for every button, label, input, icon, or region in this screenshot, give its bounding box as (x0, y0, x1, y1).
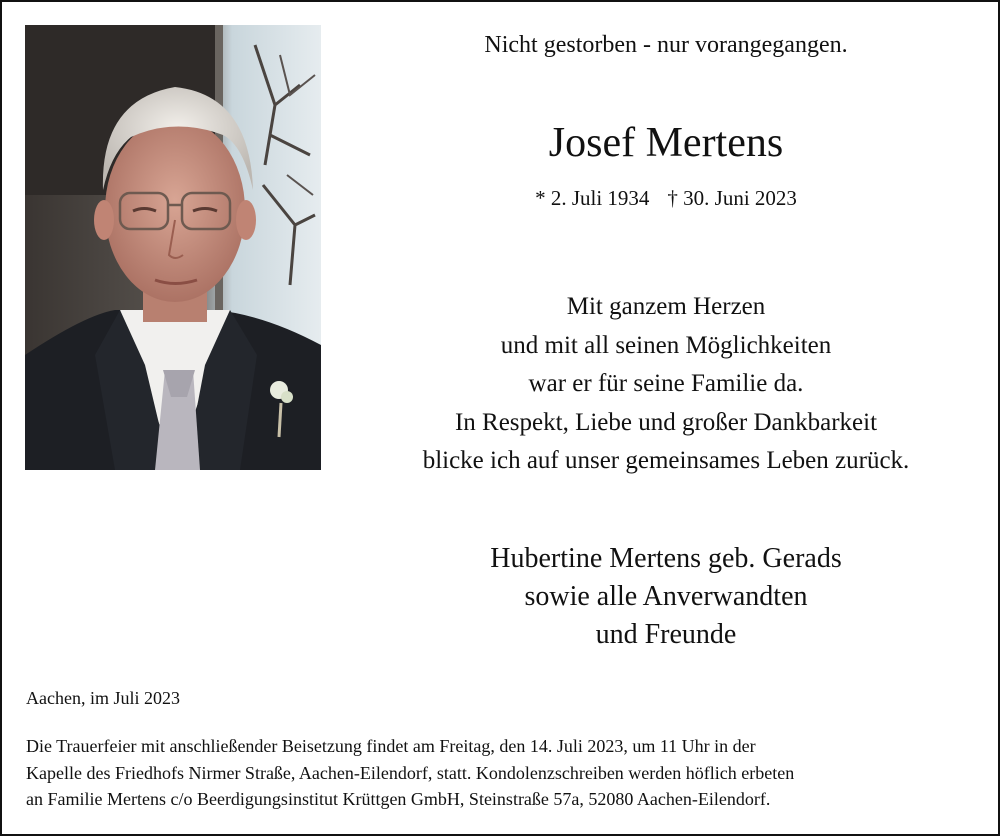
signer-line: sowie alle Anverwandten (524, 581, 808, 612)
place-date: Aachen, im Juli 2023 (26, 688, 180, 708)
poem-line: war er für seine Familie da. (528, 370, 804, 397)
deceased-name: Josef Mertens (548, 120, 784, 166)
motto: Nicht gestorben - nur vorangegangen. (484, 32, 848, 58)
death-date: † 30. Juni 2023 (667, 186, 797, 210)
notice-line: an Familie Mertens c/o Beerdigungsinstitut Krüttgen GmbH, Steinstraße 57a, 52080 Aachen-Eilendorf. (26, 789, 771, 809)
life-dates (332, 184, 1000, 212)
notice-line: Die Trauerfeier mit anschließender Beisetzung findet am Freitag, den 14. Juli 2023, um 11 Uhr in der (26, 736, 756, 756)
poem-line: und mit all seinen Möglichkeiten (500, 331, 832, 359)
signer-line: und Freunde (595, 619, 737, 650)
poem (332, 288, 1000, 481)
poem-line: In Respekt, Liebe und großer Dankbarkeit (454, 408, 878, 436)
notice-line: Kapelle des Friedhofs Nirmer Straße, Aachen-Eilendorf, statt. Kondolenzschreiben werden höflich erbeten (26, 762, 795, 783)
signers (332, 540, 1000, 654)
birth-date: * 2. Juli 1934 (535, 186, 650, 210)
signer-line: Hubertine Mertens geb. Gerads (490, 543, 842, 574)
funeral-notice (26, 733, 976, 813)
poem-line: Mit ganzem Herzen (566, 293, 766, 320)
poem-line: blicke ich auf unser gemeinsames Leben zurück. (422, 447, 910, 474)
portrait-photo (25, 25, 321, 470)
portrait-illustration (25, 25, 321, 470)
